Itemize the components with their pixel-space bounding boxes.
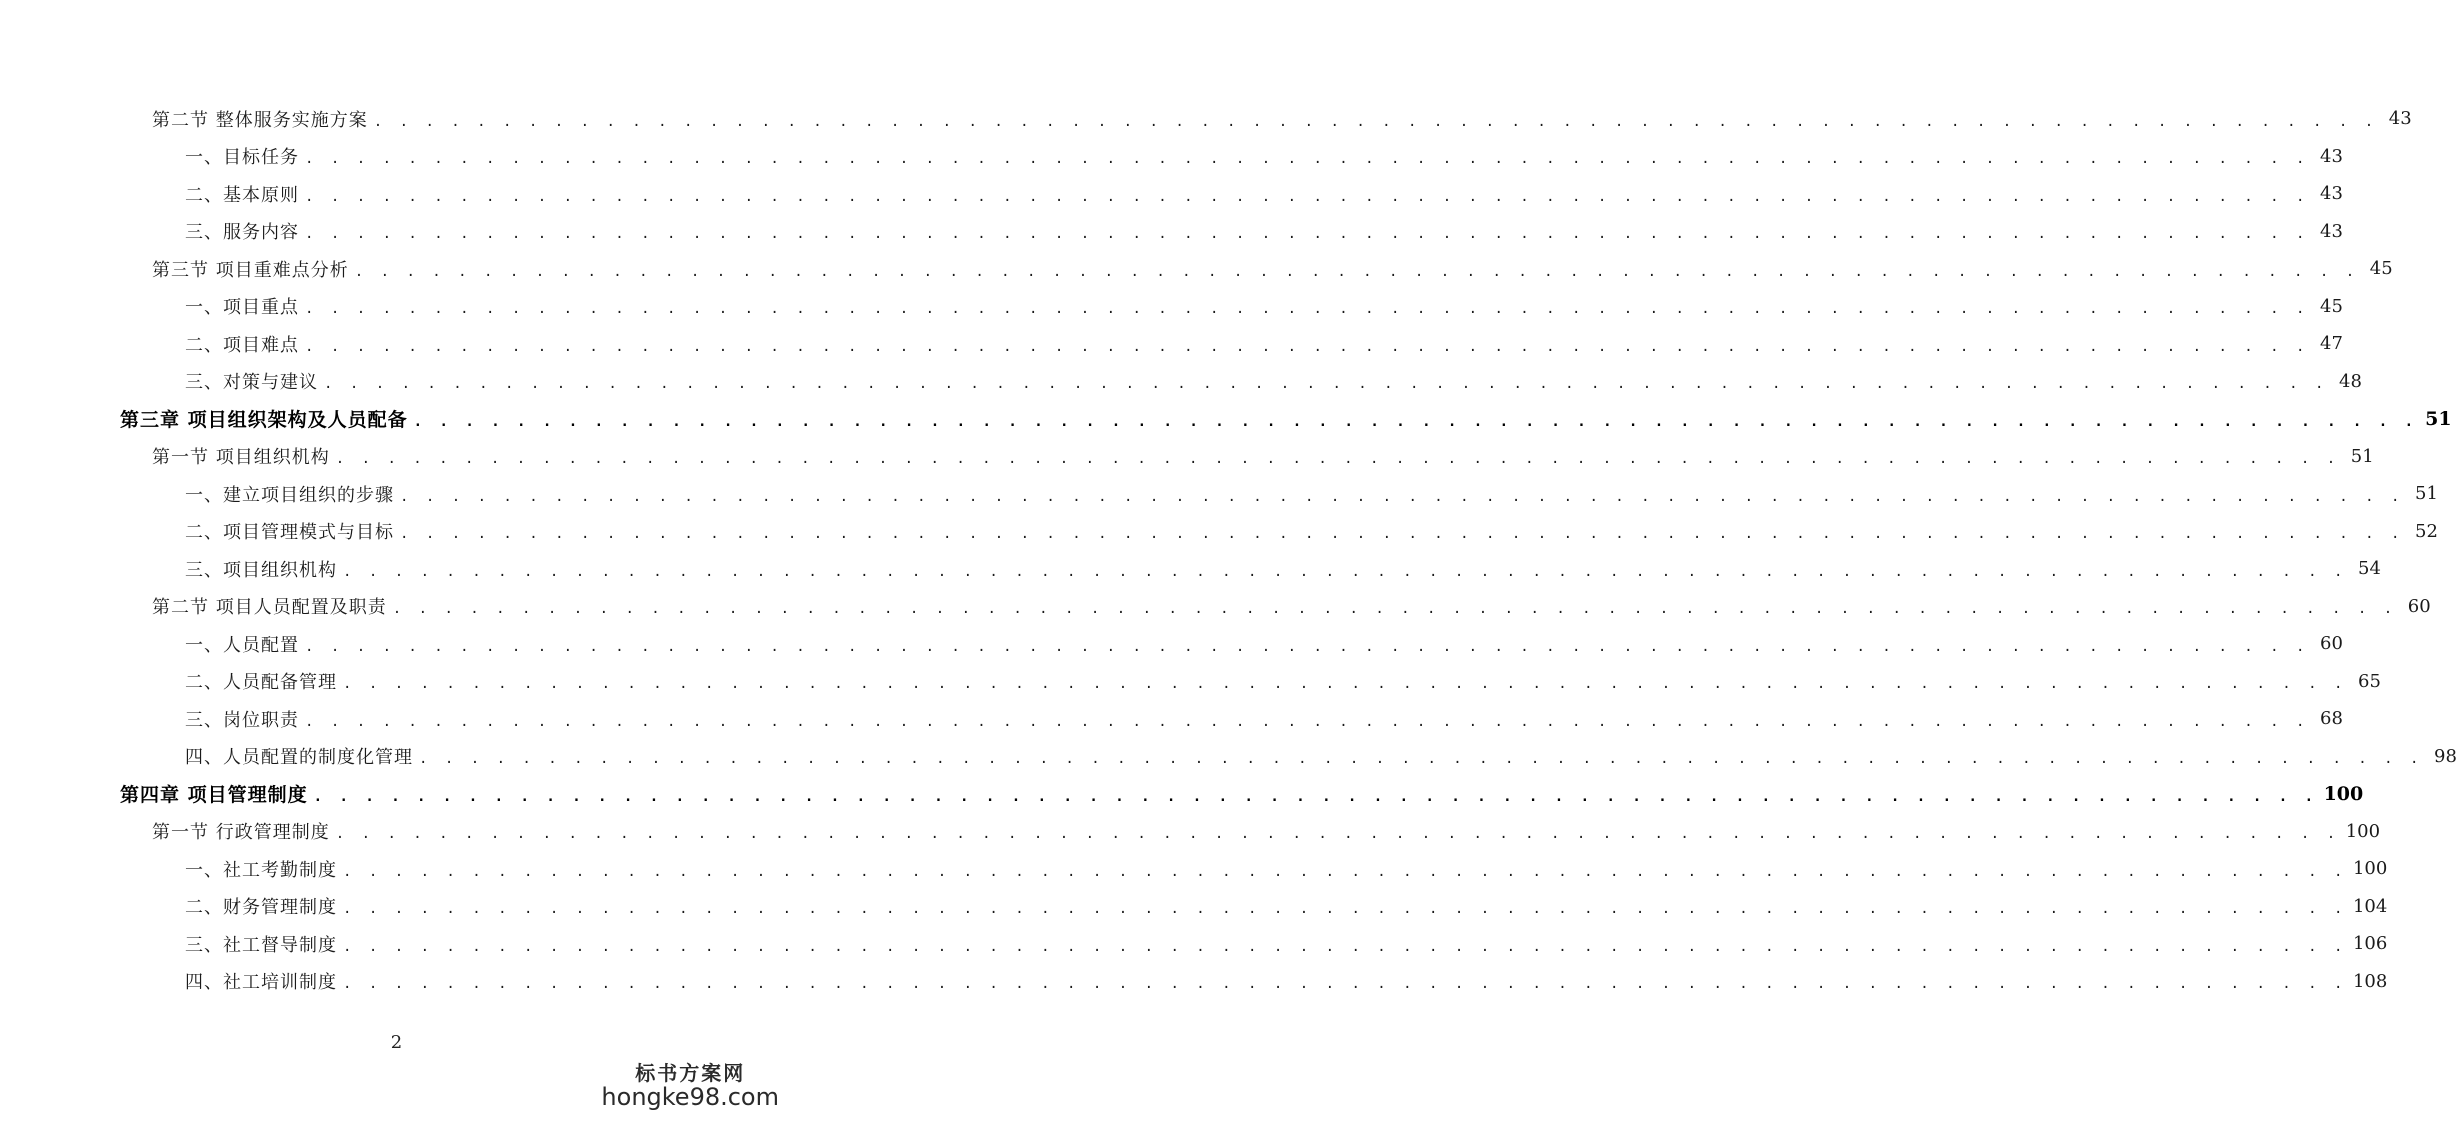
toc-entry-title: 二、人员配备管理 <box>185 672 337 694</box>
toc-entry-page: 60 <box>2320 633 2343 655</box>
toc-entry-page: 60 <box>2407 595 2431 617</box>
toc-dot-leader: . . . . . . . . . . . . . . . . . . . . . . . . . . . . . . . . . . . . . . . . . . . . . . . . . . . . . . . . . . . . . . . . . . . . . . . . . . . . . . <box>343 976 2347 993</box>
toc-entry-page: 104 <box>2352 895 2388 917</box>
toc-dot-leader: . . . . . . . . . . . . . . . . . . . . . . . . . . . . . . . . . . . . . . . . . . . . . . . . . . . . . . . . . . . . . . . . . . . . . . . . . . . . . . <box>400 526 2404 543</box>
toc-item-row[interactable] <box>0 475 2438 513</box>
toc-entry-title: 三、社工督导制度 <box>185 934 337 956</box>
toc-dot-leader: . . . . . . . . . . . . . . . . . . . . . . . . . . . . . . . . . . . . . . . . . . . . . . . . . . . . . . . . . . . . . . . . . . . . . . . . . . . . . . <box>305 713 2309 730</box>
toc-dot-leader: . . . . . . . . . . . . . . . . . . . . . . . . . . . . . . . . . . . . . . . . . . . . . . . . . . . . . . . . . . . . . . . . . . . . . . . . . . . . . . <box>343 563 2347 580</box>
toc-entry-title: 第四章 项目管理制度 <box>120 784 308 807</box>
toc-item-row[interactable] <box>0 175 2343 213</box>
toc-dot-leader: . . . . . . . . . . . . . . . . . . . . . . . . . . . . . . . . . . . . . . . . . . . . . . . . . . . . . . . . . . . . . . . . . . . . . . . . . . . . . . <box>305 188 2309 205</box>
toc-item-row[interactable] <box>0 213 2343 251</box>
toc-section-row[interactable] <box>0 250 2393 288</box>
toc-entry-title: 二、项目难点 <box>185 334 299 356</box>
toc-dot-leader: . . . . . . . . . . . . . . . . . . . . . . . . . . . . . . . . . . . . . . . . . . . . . . . . . . . . . . . . . . . . . . . . . . . . . . . . . . . . . . <box>373 113 2378 130</box>
toc-item-row[interactable] <box>0 288 2343 326</box>
toc-entry-page: 108 <box>2352 970 2388 992</box>
table-of-contents <box>0 100 2457 1000</box>
toc-entry-page: 43 <box>2320 183 2343 205</box>
toc-entry-title: 一、目标任务 <box>185 147 299 169</box>
toc-item-row[interactable] <box>0 738 2457 776</box>
toc-dot-leader: . . . . . . . . . . . . . . . . . . . . . . . . . . . . . . . . . . . . . . . . . . . . . . . . . . . . . . . . . . . . . . . . . . . . . . . . . . . . . . <box>305 226 2309 243</box>
toc-item-row[interactable] <box>0 888 2388 926</box>
toc-entry-page: 52 <box>2415 520 2438 542</box>
toc-section-row[interactable] <box>0 100 2412 138</box>
toc-entry-page: 100 <box>2323 782 2364 805</box>
toc-entry-title: 二、基本原则 <box>185 184 299 206</box>
toc-item-row[interactable] <box>0 513 2438 551</box>
toc-entry-page: 51 <box>2350 445 2374 467</box>
toc-dot-leader: . . . . . . . . . . . . . . . . . . . . . . . . . . . . . . . . . . . . . . . . . . . . . . . . . . . . . . . . . . . . . . . . . . . . . . . . . . . . . . <box>343 938 2347 955</box>
toc-entry-page: 43 <box>2320 145 2343 167</box>
toc-dot-leader: . . . . . . . . . . . . . . . . . . . . . . . . . . . . . . . . . . . . . . . . . . . . . . . . . . . . . . . . . . . . . . . . . . . . . . . . . . . . . . <box>392 601 2397 618</box>
toc-section-row[interactable] <box>0 588 2431 626</box>
toc-dot-leader: . . . . . . . . . . . . . . . . . . . . . . . . . . . . . . . . . . . . . . . . . . . . . . . . . . . . . . . . . . . . . . . . . . . . . . . . . . . . . . <box>343 676 2347 693</box>
toc-entry-title: 三、项目组织机构 <box>185 559 337 581</box>
toc-entry-title: 一、人员配置 <box>185 634 299 656</box>
toc-entry-title: 二、财务管理制度 <box>185 897 337 919</box>
toc-entry-page: 45 <box>2369 258 2393 280</box>
toc-entry-page: 43 <box>2388 108 2412 130</box>
toc-item-row[interactable] <box>0 700 2343 738</box>
toc-entry-title: 第三节 项目重难点分析 <box>152 259 349 281</box>
toc-dot-leader: . . . . . . . . . . . . . . . . . . . . . . . . . . . . . . . . . . . . . . . . . . . . . . . . . . . . . . . . . . . . . . . . . . . . . . . . . . . . . . <box>354 263 2359 280</box>
toc-item-row[interactable] <box>0 325 2343 363</box>
toc-entry-page: 47 <box>2320 333 2343 355</box>
toc-dot-leader: . . . . . . . . . . . . . . . . . . . . . . . . . . . . . . . . . . . . . . . . . . . . . . . . . . . . . . . . . . . . . . . . . . . . . . . . . . . . . . <box>419 751 2423 768</box>
toc-item-row[interactable] <box>0 550 2381 588</box>
watermark <box>601 1062 779 1110</box>
toc-entry-page: 51 <box>2415 483 2438 505</box>
toc-entry-page: 106 <box>2352 933 2388 955</box>
toc-dot-leader: . . . . . . . . . . . . . . . . . . . . . . . . . . . . . . . . . . . . . . . . . . . . . . . . . . . . . . . . . . . . . . . . . . . . . . . . . . . . . . <box>413 413 2418 430</box>
toc-entry-title: 三、对策与建议 <box>185 372 318 394</box>
toc-item-row[interactable] <box>0 850 2388 888</box>
toc-chapter-row[interactable] <box>0 775 2364 813</box>
toc-chapter-row[interactable] <box>0 400 2452 438</box>
toc-item-row[interactable] <box>0 363 2362 401</box>
toc-item-row[interactable] <box>0 963 2388 1001</box>
toc-dot-leader: . . . . . . . . . . . . . . . . . . . . . . . . . . . . . . . . . . . . . . . . . . . . . . . . . . . . . . . . . . . . . . . . . . . . . . . . . . . . . . <box>305 151 2309 168</box>
toc-entry-page: 100 <box>2345 820 2381 842</box>
toc-dot-leader: . . . . . . . . . . . . . . . . . . . . . . . . . . . . . . . . . . . . . . . . . . . . . . . . . . . . . . . . . . . . . . . . . . . . . . . . . . . . . . <box>400 488 2404 505</box>
toc-entry-page: 98 <box>2434 745 2457 767</box>
toc-item-row[interactable] <box>0 663 2381 701</box>
toc-entry-page: 48 <box>2339 370 2362 392</box>
toc-entry-page: 100 <box>2352 858 2388 880</box>
toc-item-row[interactable] <box>0 625 2343 663</box>
watermark-name: 标书方案网 <box>635 1060 746 1085</box>
toc-entry-title: 三、岗位职责 <box>185 709 299 731</box>
toc-dot-leader: . . . . . . . . . . . . . . . . . . . . . . . . . . . . . . . . . . . . . . . . . . . . . . . . . . . . . . . . . . . . . . . . . . . . . . . . . . . . . . <box>335 826 2340 843</box>
toc-dot-leader: . . . . . . . . . . . . . . . . . . . . . . . . . . . . . . . . . . . . . . . . . . . . . . . . . . . . . . . . . . . . . . . . . . . . . . . . . . . . . . <box>324 376 2328 393</box>
toc-section-row[interactable] <box>0 438 2374 476</box>
toc-entry-page: 68 <box>2320 708 2343 730</box>
toc-entry-page: 45 <box>2320 295 2343 317</box>
toc-entry-title: 第二节 项目人员配置及职责 <box>152 597 387 619</box>
toc-entry-title: 三、服务内容 <box>185 222 299 244</box>
toc-entry-title: 一、项目重点 <box>185 297 299 319</box>
toc-entry-title: 二、项目管理模式与目标 <box>185 522 394 544</box>
toc-item-row[interactable] <box>0 925 2388 963</box>
toc-entry-title: 第二节 整体服务实施方案 <box>152 109 368 131</box>
toc-dot-leader: . . . . . . . . . . . . . . . . . . . . . . . . . . . . . . . . . . . . . . . . . . . . . . . . . . . . . . . . . . . . . . . . . . . . . . . . . . . . . . <box>305 338 2309 355</box>
toc-entry-title: 四、人员配置的制度化管理 <box>185 747 413 769</box>
toc-entry-page: 54 <box>2358 558 2381 580</box>
toc-dot-leader: . . . . . . . . . . . . . . . . . . . . . . . . . . . . . . . . . . . . . . . . . . . . . . . . . . . . . . . . . . . . . . . . . . . . . . . . . . . . . . <box>305 301 2309 318</box>
toc-entry-page: 43 <box>2320 220 2343 242</box>
toc-entry-page: 65 <box>2358 670 2381 692</box>
toc-entry-title: 第三章 项目组织架构及人员配备 <box>120 409 408 432</box>
toc-entry-title: 第一节 行政管理制度 <box>152 822 330 844</box>
toc-section-row[interactable] <box>0 813 2381 851</box>
toc-dot-leader: . . . . . . . . . . . . . . . . . . . . . . . . . . . . . . . . . . . . . . . . . . . . . . . . . . . . . . . . . . . . . . . . . . . . . . . . . . . . . . <box>335 451 2340 468</box>
watermark-url: hongke98.com <box>601 1082 779 1111</box>
toc-entry-title: 一、社工考勤制度 <box>185 859 337 881</box>
toc-entry-title: 一、建立项目组织的步骤 <box>185 484 394 506</box>
toc-entry-page: 51 <box>2425 407 2452 430</box>
toc-dot-leader: . . . . . . . . . . . . . . . . . . . . . . . . . . . . . . . . . . . . . . . . . . . . . . . . . . . . . . . . . . . . . . . . . . . . . . . . . . . . . . <box>343 863 2347 880</box>
toc-dot-leader: . . . . . . . . . . . . . . . . . . . . . . . . . . . . . . . . . . . . . . . . . . . . . . . . . . . . . . . . . . . . . . . . . . . . . . . . . . . . . . <box>313 788 2318 805</box>
toc-entry-title: 四、社工培训制度 <box>185 972 337 994</box>
toc-item-row[interactable] <box>0 138 2343 176</box>
toc-entry-title: 第一节 项目组织机构 <box>152 447 330 469</box>
toc-dot-leader: . . . . . . . . . . . . . . . . . . . . . . . . . . . . . . . . . . . . . . . . . . . . . . . . . . . . . . . . . . . . . . . . . . . . . . . . . . . . . . <box>305 638 2309 655</box>
toc-dot-leader: . . . . . . . . . . . . . . . . . . . . . . . . . . . . . . . . . . . . . . . . . . . . . . . . . . . . . . . . . . . . . . . . . . . . . . . . . . . . . . <box>343 901 2347 918</box>
page-number: 2 <box>390 1032 403 1053</box>
